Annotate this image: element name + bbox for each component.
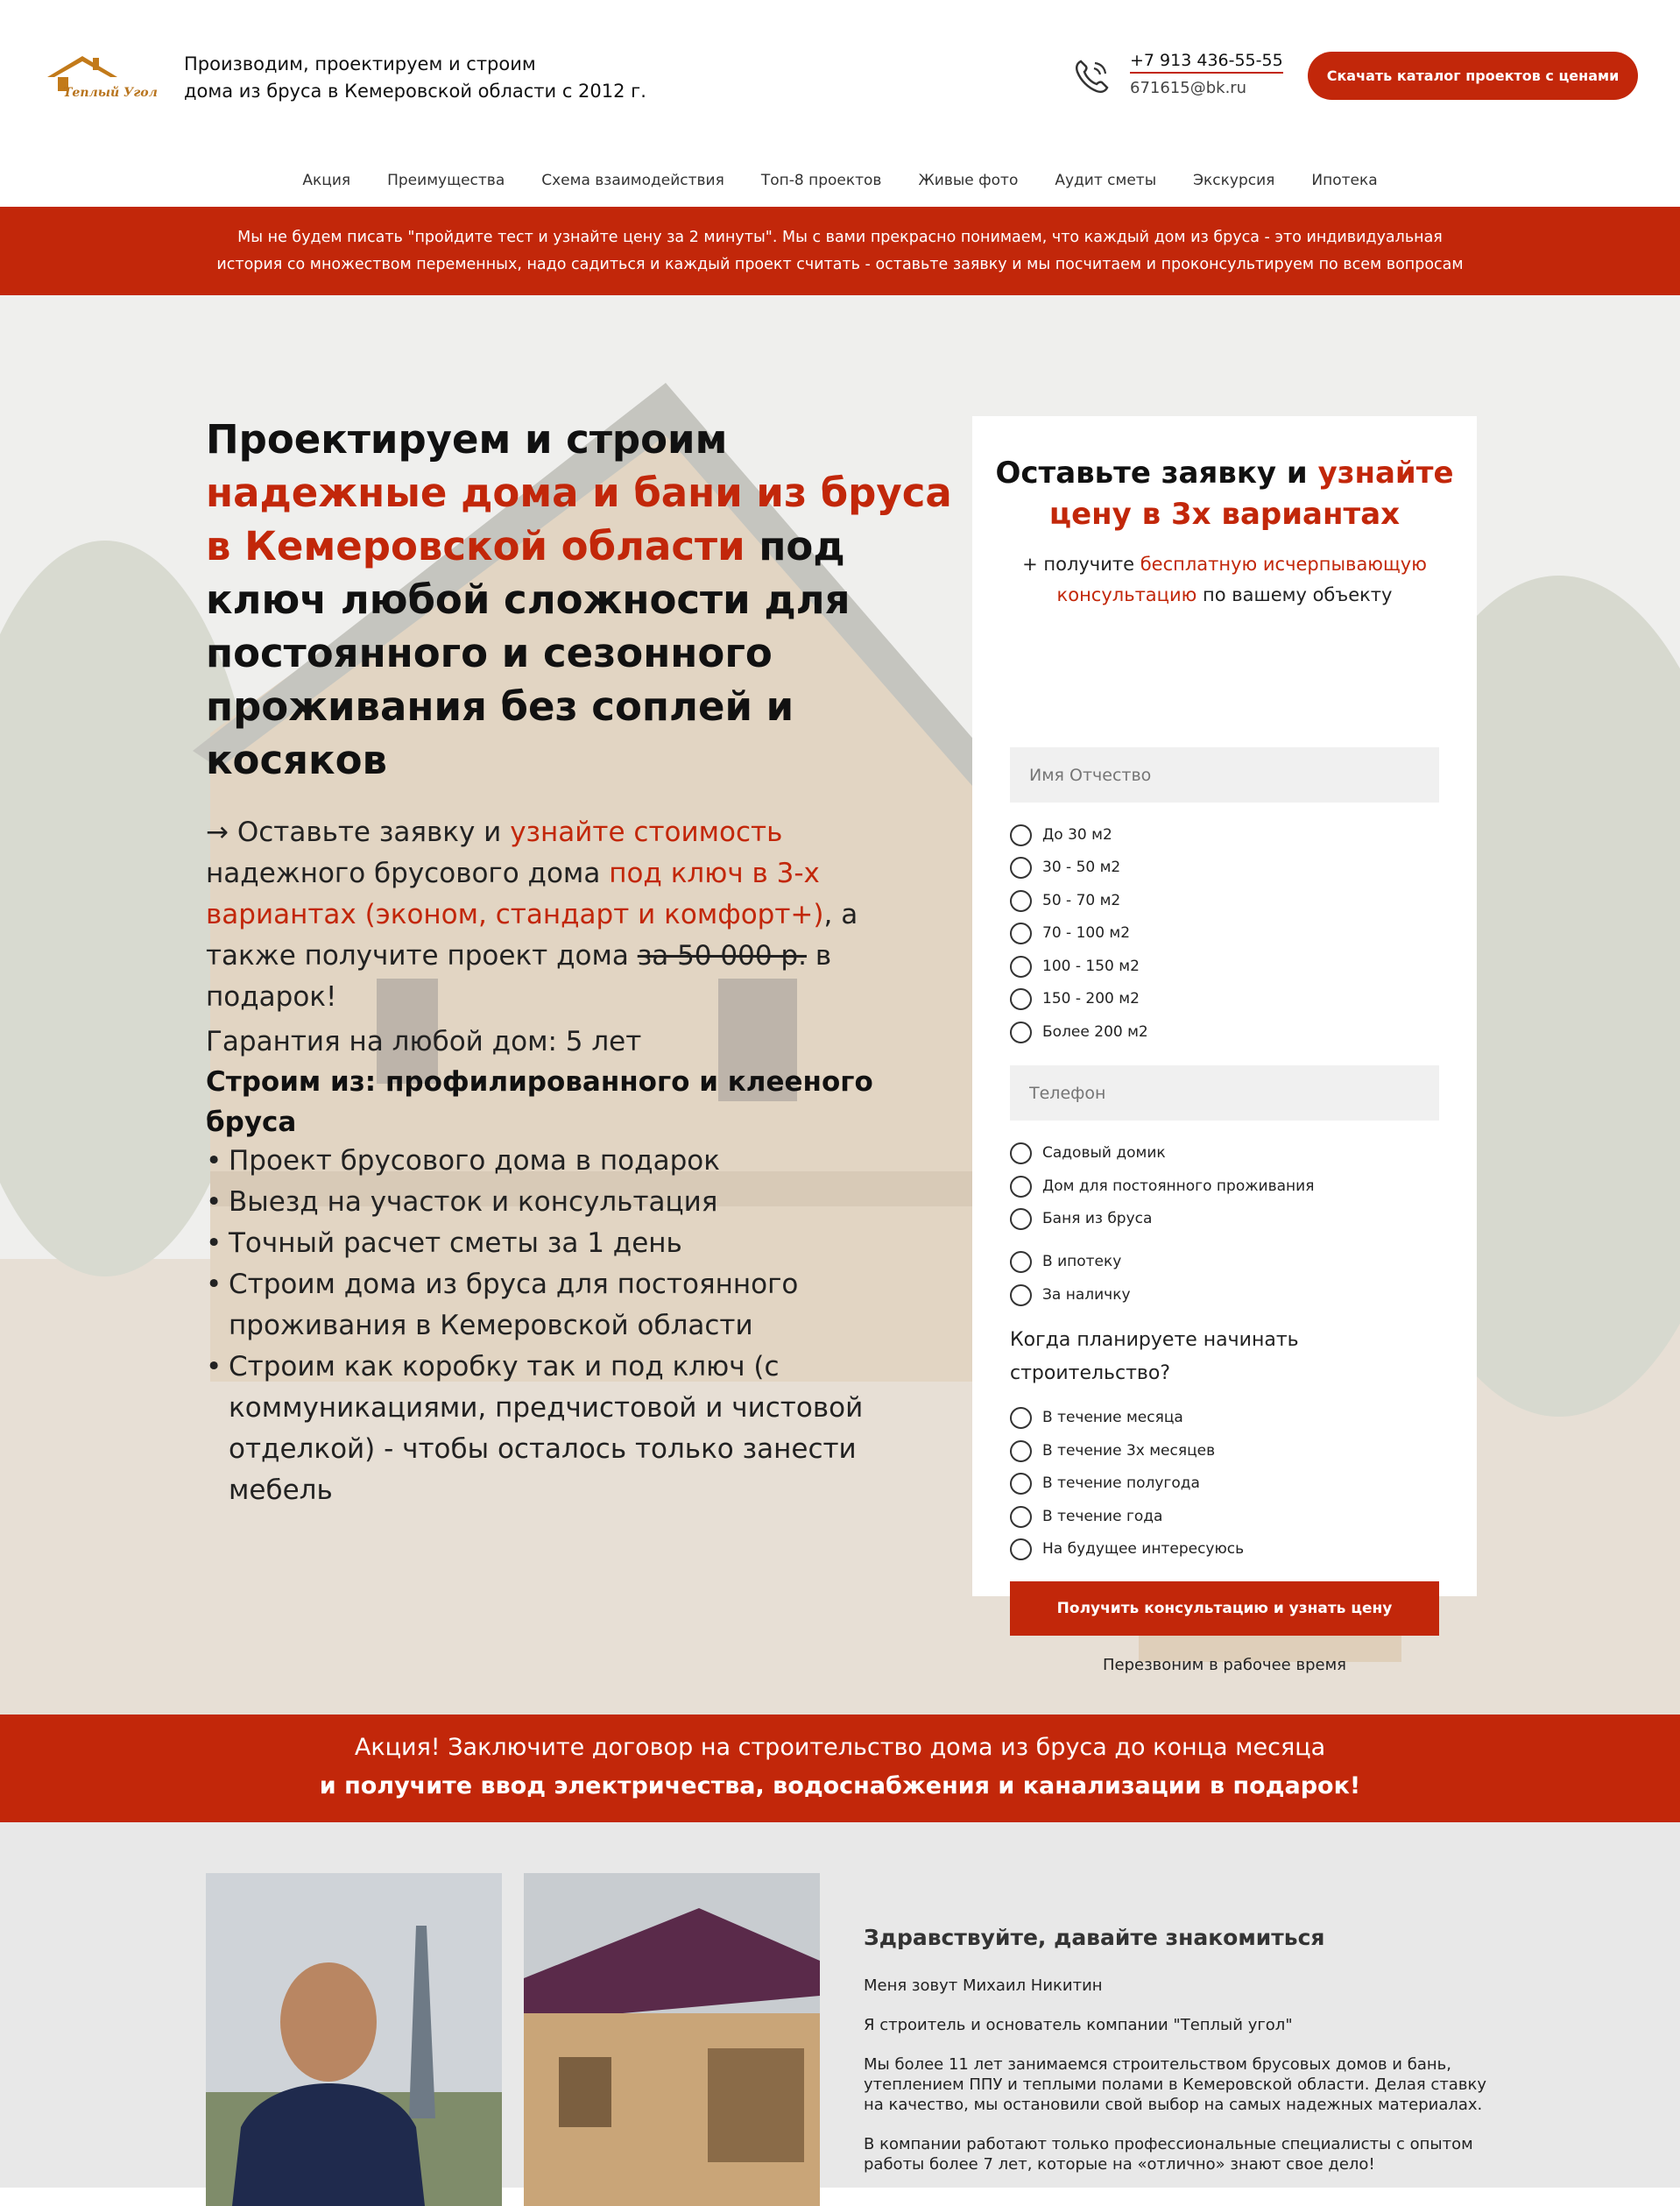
form-title xyxy=(972,453,1477,535)
form-title-accent: узнайте цену в 3х вариантах xyxy=(1048,456,1454,532)
nav-item-top8[interactable]: Топ-8 проектов xyxy=(760,172,882,189)
logo-text: Теплый Угол xyxy=(63,86,158,100)
radio-label: 70 - 100 м2 xyxy=(1042,924,1131,942)
list-item: • Точный расчет сметы за 1 день xyxy=(206,1223,959,1264)
guarantee-block xyxy=(206,1022,942,1142)
promo-line2: и получите ввод электричества, водоснабжения и канализации в подарок! xyxy=(319,1772,1361,1799)
lead-text-2: надежного брусового дома xyxy=(206,858,601,889)
about-text xyxy=(864,1976,1494,2194)
area-option[interactable] xyxy=(1010,986,1140,1012)
benefits-list xyxy=(206,1141,959,1511)
download-catalog-button[interactable]: Скачать каталог проектов с ценами xyxy=(1308,52,1638,100)
email[interactable]: 671615@bk.ru xyxy=(1130,79,1247,97)
when-option[interactable] xyxy=(1010,1404,1183,1431)
area-option[interactable] xyxy=(1010,887,1120,914)
lead-old-price: за 50 000 р. xyxy=(637,940,807,972)
radio-icon[interactable] xyxy=(1010,1506,1032,1528)
hero-lead xyxy=(206,812,942,1018)
radio-icon[interactable] xyxy=(1010,1176,1032,1198)
radio-label: Более 200 м2 xyxy=(1042,1023,1148,1041)
radio-label: Дом для постоянного проживания xyxy=(1042,1177,1315,1195)
radio-icon[interactable] xyxy=(1010,1284,1032,1306)
radio-label: В течение 3х месяцев xyxy=(1042,1442,1216,1460)
radio-label: 150 - 200 м2 xyxy=(1042,990,1140,1008)
promo-banner xyxy=(0,1715,1680,1822)
radio-icon[interactable] xyxy=(1010,923,1032,944)
hero-section xyxy=(0,295,1680,1715)
list-item: • Выезд на участок и консультация xyxy=(206,1182,959,1223)
list-item: • Проект брусового дома в подарок xyxy=(206,1141,959,1182)
guarantee-text: Гарантия на любой дом: 5 лет xyxy=(206,1026,642,1057)
radio-icon[interactable] xyxy=(1010,1538,1032,1560)
phone-link[interactable]: +7 913 436-55-55 xyxy=(1130,51,1283,74)
hero-title-accent: надежные дома и бани из бруса в Кемеровской области xyxy=(206,470,952,569)
phone-icon xyxy=(1072,56,1112,96)
notice-line1: Мы не будем писать "пройдите тест и узнайте цену за 2 минуты". Мы с вами прекрасно понимаем, что каждый дом из бруса - это индивидуальная xyxy=(237,229,1443,246)
area-option[interactable] xyxy=(1010,822,1112,848)
when-option[interactable] xyxy=(1010,1470,1200,1496)
radio-icon[interactable] xyxy=(1010,1208,1032,1230)
about-paragraph: Я строитель и основатель компании "Теплый угол" xyxy=(864,2016,1293,2034)
form-sub-part2: по вашему объекту xyxy=(1202,584,1393,605)
name-input[interactable] xyxy=(1010,747,1439,803)
nav-item-promo[interactable]: Акция xyxy=(302,172,351,189)
tagline-line1: Производим, проектируем и строим xyxy=(184,53,536,74)
nav-item-advantages[interactable]: Преимущества xyxy=(387,172,505,189)
radio-icon[interactable] xyxy=(1010,956,1032,978)
area-option[interactable] xyxy=(1010,953,1140,979)
nav-item-photos[interactable]: Живые фото xyxy=(918,172,1019,189)
radio-icon[interactable] xyxy=(1010,1440,1032,1462)
when-question: Когда планируете начинать строительство? xyxy=(1010,1329,1299,1384)
lead-text-4: в подарок! xyxy=(206,940,832,1013)
area-option[interactable] xyxy=(1010,1019,1148,1045)
lead-text-3: , а также получите проект дома xyxy=(206,899,858,972)
radio-label: В ипотеку xyxy=(1042,1253,1122,1270)
nav-item-tour[interactable]: Экскурсия xyxy=(1193,172,1275,189)
radio-label: На будущее интересуюсь xyxy=(1042,1540,1245,1558)
list-item: • Строим дома из бруса для постоянного проживания в Кемеровской области xyxy=(206,1264,959,1347)
tagline-line2: дома из бруса в Кемеровской области с 2012 г. xyxy=(184,81,646,102)
about-section xyxy=(0,1822,1680,2188)
about-paragraph: Мы более 11 лет занимаемся строительством брусовых домов и бань, утеплением ППУ и теплыми полами в Кемеровской области. Делая ставку на качество, мы остановили свой выбор на самых надежных материалах. xyxy=(864,2055,1486,2114)
about-paragraph: Меня зовут Михаил Никитин xyxy=(864,1976,1103,1995)
hero-title xyxy=(206,413,959,787)
payment-option[interactable] xyxy=(1010,1248,1121,1275)
tagline xyxy=(184,51,646,105)
about-title: Здравствуйте, давайте знакомиться xyxy=(864,1925,1325,1950)
area-option[interactable] xyxy=(1010,854,1120,880)
notice-banner xyxy=(0,207,1680,295)
logo[interactable] xyxy=(44,51,158,102)
form-subtitle xyxy=(972,549,1477,611)
nav-item-scheme[interactable]: Схема взаимодействия xyxy=(541,172,724,189)
radio-icon[interactable] xyxy=(1010,1407,1032,1429)
lead-text-1: → Оставьте заявку и xyxy=(206,817,502,848)
when-option[interactable] xyxy=(1010,1536,1244,1562)
hero-title-part2: под ключ любой сложности для постоянного и сезонного проживания без соплей и косяков xyxy=(206,523,851,783)
type-option[interactable] xyxy=(1010,1206,1152,1232)
notice-line2: история со множеством переменных, надо садиться и каждый проект считать - оставьте заявку и мы посчитаем и проконсультируем по всем вопросам xyxy=(216,256,1464,273)
submit-consultation-button[interactable]: Получить консультацию и узнать цену xyxy=(1010,1581,1439,1636)
callback-note: Перезвоним в рабочее время xyxy=(1103,1656,1346,1674)
lead-form xyxy=(972,416,1477,1674)
about-paragraph: В компании работают только профессиональные специалисты с опытом работы более 7 лет, которые на «отлично» знают свое дело! xyxy=(864,2135,1473,2174)
lead-accent-2: под ключ в 3-х вариантах (эконом, стандарт и комфорт+) xyxy=(206,858,824,930)
radio-icon[interactable] xyxy=(1010,1142,1032,1164)
when-option[interactable] xyxy=(1010,1503,1162,1530)
type-option[interactable] xyxy=(1010,1140,1166,1166)
type-option[interactable] xyxy=(1010,1173,1314,1199)
lead-accent-1: узнайте стоимость xyxy=(510,817,783,848)
radio-label: До 30 м2 xyxy=(1042,826,1112,844)
radio-label: В течение месяца xyxy=(1042,1409,1183,1426)
radio-icon[interactable] xyxy=(1010,1473,1032,1495)
radio-label: 30 - 50 м2 xyxy=(1042,859,1121,876)
radio-label: За наличку xyxy=(1042,1286,1131,1304)
form-title-part1: Оставьте заявку и xyxy=(995,456,1308,491)
radio-icon[interactable] xyxy=(1010,988,1032,1010)
area-option[interactable] xyxy=(1010,920,1130,946)
radio-icon[interactable] xyxy=(1010,1251,1032,1273)
phone-input[interactable] xyxy=(1010,1065,1439,1121)
header xyxy=(0,0,1680,156)
nav-item-mortgage[interactable]: Ипотека xyxy=(1311,172,1378,189)
radio-icon[interactable] xyxy=(1010,1022,1032,1043)
nav-item-audit[interactable]: Аудит сметы xyxy=(1055,172,1157,189)
form-sub-part1: + получите xyxy=(1022,554,1135,575)
radio-icon[interactable] xyxy=(1010,890,1032,912)
radio-label: 100 - 150 м2 xyxy=(1042,958,1140,975)
hero-title-part1: Проектируем и строим xyxy=(206,416,728,463)
list-item: • Строим как коробку так и под ключ (с коммуникациями, предчистовой и чистовой отделкой) - чтобы осталось только занести мебель xyxy=(206,1347,959,1511)
house-photo xyxy=(524,1873,820,2206)
radio-label: 50 - 70 м2 xyxy=(1042,892,1121,909)
promo-line1: Акция! Заключите договор на строительство дома из бруса до конца месяца xyxy=(354,1734,1326,1761)
radio-icon[interactable] xyxy=(1010,824,1032,846)
form-sub-accent: бесплатную исчерпывающую консультацию xyxy=(1056,554,1427,605)
materials-text: Строим из: профилированного и клееного бруса xyxy=(206,1066,873,1138)
radio-label: Садовый домик xyxy=(1042,1144,1166,1162)
payment-option[interactable] xyxy=(1010,1282,1131,1308)
main-nav xyxy=(0,166,1680,196)
radio-label: В течение года xyxy=(1042,1508,1163,1525)
radio-label: Баня из бруса xyxy=(1042,1210,1153,1227)
radio-label: В течение полугода xyxy=(1042,1474,1200,1492)
founder-photo xyxy=(206,1873,502,2206)
radio-icon[interactable] xyxy=(1010,857,1032,879)
when-option[interactable] xyxy=(1010,1438,1215,1464)
